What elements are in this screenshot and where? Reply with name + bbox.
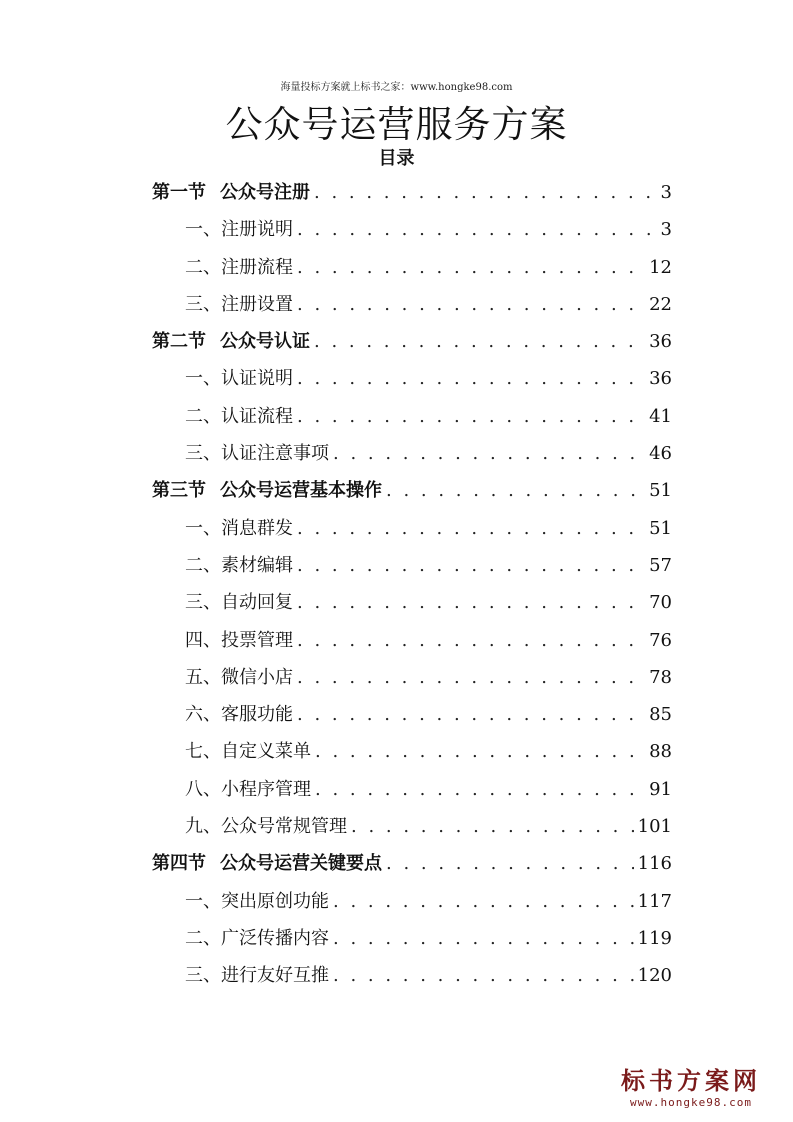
- toc-entry-page: 36: [649, 368, 672, 390]
- toc-entry-number: 三、: [185, 443, 221, 465]
- toc-entry-page: 101: [637, 816, 672, 838]
- toc-entry-page: 76: [649, 629, 672, 651]
- toc-leader-dots: [315, 771, 645, 808]
- toc-entry-page: 3: [660, 182, 672, 203]
- toc-subsection-entry[interactable]: [152, 883, 672, 920]
- toc-leader-dots: [297, 622, 645, 659]
- toc-leader-dots: [297, 659, 645, 696]
- toc-entry-number: 三、: [185, 592, 221, 614]
- toc-entry-number: 二、: [185, 256, 221, 278]
- toc-entry-page: 3: [660, 219, 672, 241]
- toc-entry-number: 四、: [185, 629, 221, 651]
- toc-leader-dots: [386, 845, 634, 882]
- toc-entry-label: 公众号运营基本操作: [220, 480, 382, 502]
- toc-entry-label: 客服功能: [221, 704, 293, 726]
- toc-entry-page: 22: [649, 293, 672, 315]
- page-header: 海量投标方案就上标书之家：www.hongke98.com: [280, 82, 513, 93]
- toc-entry-number: 二、: [185, 405, 221, 427]
- watermark-brand: 标书方案网: [621, 1067, 761, 1095]
- toc-entry-page: 36: [649, 331, 672, 353]
- toc-leader-dots: [333, 435, 645, 472]
- toc-entry-number: 第三节: [152, 480, 206, 502]
- toc-entry-page: 70: [649, 592, 672, 614]
- toc-subsection-entry[interactable]: [152, 659, 672, 696]
- toc-entry-page: 88: [649, 741, 672, 763]
- toc-leader-dots: [314, 174, 657, 211]
- toc-subsection-entry[interactable]: [152, 510, 672, 547]
- toc-entry-number: 一、: [185, 517, 221, 539]
- toc-section-entry[interactable]: [152, 323, 672, 360]
- toc-entry-label: 注册说明: [221, 219, 293, 241]
- toc-entry-label: 注册流程: [221, 256, 293, 278]
- toc-entry-number: 二、: [185, 554, 221, 576]
- toc-entry-label: 公众号运营关键要点: [220, 853, 382, 875]
- toc-entry-page: 41: [649, 405, 672, 427]
- toc-entry-page: 51: [649, 480, 672, 502]
- toc-entry-label: 自定义菜单: [221, 741, 311, 763]
- toc-entry-label: 公众号常规管理: [221, 816, 347, 838]
- toc-entry-page: 119: [637, 927, 672, 949]
- toc-entry-page: 51: [649, 517, 672, 539]
- toc-leader-dots: [297, 547, 645, 584]
- toc-leader-dots: [333, 920, 634, 957]
- toc-subsection-entry[interactable]: [152, 771, 672, 808]
- toc-entry-number: 二、: [185, 927, 221, 949]
- toc-section-entry[interactable]: [152, 472, 672, 509]
- toc-leader-dots: [351, 808, 634, 845]
- toc-subsection-entry[interactable]: [152, 584, 672, 621]
- toc-entry-label: 进行友好互推: [221, 965, 329, 987]
- toc-entry-page: 12: [649, 256, 672, 278]
- toc-entry-number: 九、: [185, 816, 221, 838]
- toc-section-entry[interactable]: [152, 845, 672, 882]
- toc-entry-number: 一、: [185, 890, 221, 912]
- toc-entry-number: 八、: [185, 778, 221, 800]
- toc-leader-dots: [297, 249, 645, 286]
- table-of-contents: [152, 174, 672, 995]
- toc-entry-page: 116: [637, 853, 672, 875]
- toc-subsection-entry[interactable]: [152, 696, 672, 733]
- toc-subsection-entry[interactable]: [152, 249, 672, 286]
- toc-entry-number: 三、: [185, 965, 221, 987]
- toc-entry-label: 公众号认证: [220, 331, 310, 353]
- toc-entry-number: 一、: [185, 368, 221, 390]
- toc-entry-label: 消息群发: [221, 517, 293, 539]
- toc-entry-page: 46: [649, 443, 672, 465]
- toc-entry-label: 认证流程: [221, 405, 293, 427]
- document-title: 公众号运营服务方案: [225, 103, 568, 146]
- toc-leader-dots: [297, 286, 645, 323]
- toc-entry-number: 第四节: [152, 853, 206, 875]
- toc-entry-number: 一、: [185, 219, 221, 241]
- toc-entry-label: 广泛传播内容: [221, 927, 329, 949]
- toc-entry-label: 素材编辑: [221, 554, 293, 576]
- toc-subsection-entry[interactable]: [152, 920, 672, 957]
- toc-subsection-entry[interactable]: [152, 286, 672, 323]
- toc-leader-dots: [314, 323, 645, 360]
- watermark: [611, 1066, 771, 1109]
- toc-entry-number: 七、: [185, 741, 221, 763]
- toc-subsection-entry[interactable]: [152, 622, 672, 659]
- toc-subsection-entry[interactable]: [152, 957, 672, 994]
- toc-leader-dots: [333, 883, 634, 920]
- toc-entry-label: 公众号注册: [220, 182, 310, 203]
- toc-entry-label: 突出原创功能: [221, 890, 329, 912]
- toc-leader-dots: [297, 696, 645, 733]
- toc-subsection-entry[interactable]: [152, 733, 672, 770]
- toc-entry-page: 78: [649, 666, 672, 688]
- toc-entry-number: 三、: [185, 293, 221, 315]
- toc-leader-dots: [297, 211, 657, 248]
- toc-subsection-entry[interactable]: [152, 435, 672, 472]
- toc-entry-number: 五、: [185, 666, 221, 688]
- toc-leader-dots: [333, 957, 634, 994]
- toc-entry-page: 85: [649, 704, 672, 726]
- toc-subsection-entry[interactable]: [152, 808, 672, 845]
- toc-subsection-entry[interactable]: [152, 360, 672, 397]
- toc-entry-number: 第二节: [152, 331, 206, 353]
- toc-subsection-entry[interactable]: [152, 547, 672, 584]
- toc-heading: 目录: [378, 148, 415, 169]
- toc-leader-dots: [297, 510, 645, 547]
- toc-entry-label: 小程序管理: [221, 778, 311, 800]
- toc-section-entry[interactable]: [152, 174, 672, 211]
- toc-leader-dots: [297, 584, 645, 621]
- toc-entry-label: 注册设置: [221, 293, 293, 315]
- watermark-url: www.hongke98.com: [630, 1096, 752, 1109]
- toc-leader-dots: [315, 733, 645, 770]
- toc-entry-label: 自动回复: [221, 592, 293, 614]
- toc-entry-label: 认证注意事项: [221, 443, 329, 465]
- toc-subsection-entry[interactable]: [152, 211, 672, 248]
- toc-entry-number: 六、: [185, 704, 221, 726]
- toc-subsection-entry[interactable]: [152, 398, 672, 435]
- toc-entry-number: 第一节: [152, 182, 206, 203]
- toc-entry-label: 认证说明: [221, 368, 293, 390]
- toc-leader-dots: [386, 472, 645, 509]
- toc-entry-page: 91: [649, 778, 672, 800]
- toc-leader-dots: [297, 398, 645, 435]
- toc-entry-page: 117: [637, 890, 672, 912]
- toc-leader-dots: [297, 360, 645, 397]
- toc-entry-page: 120: [637, 965, 672, 987]
- toc-entry-label: 投票管理: [221, 629, 293, 651]
- toc-entry-label: 微信小店: [221, 666, 293, 688]
- toc-entry-page: 57: [649, 554, 672, 576]
